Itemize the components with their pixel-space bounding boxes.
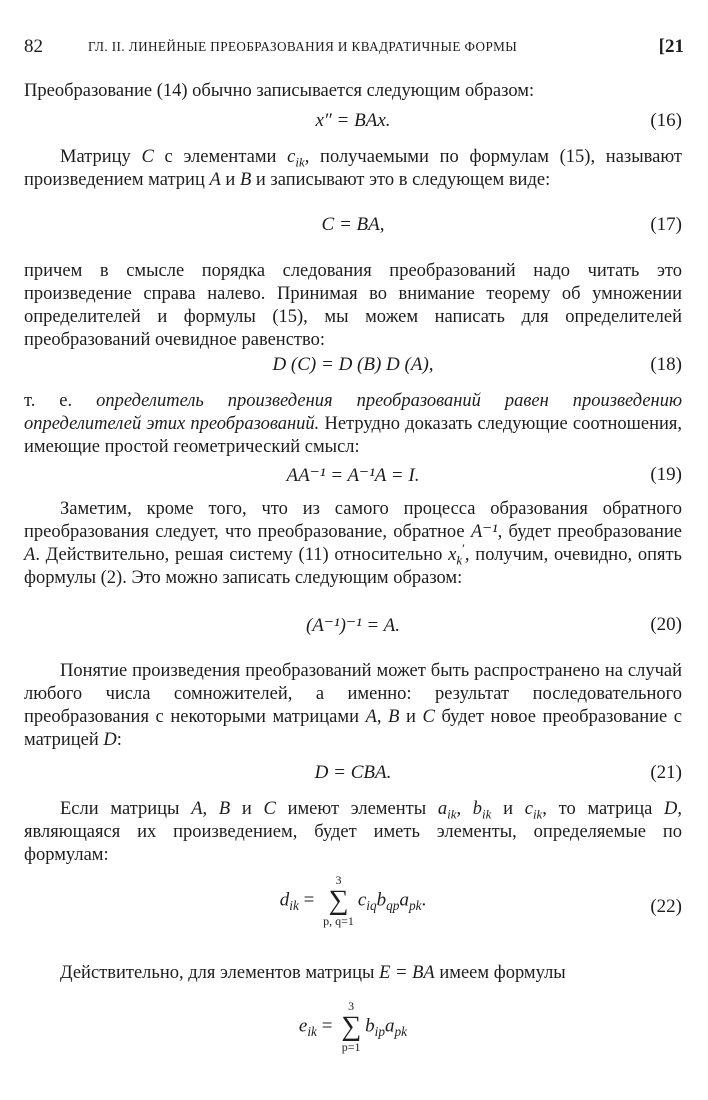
- equation-16-number: (16): [650, 110, 682, 131]
- equation-18: [24, 354, 682, 382]
- equation-20-number: (20): [650, 614, 682, 635]
- equation-21: [24, 762, 682, 790]
- page-header: [24, 36, 684, 60]
- paragraph-5: Заметим, кроме того, что из самого процесса образования обратного преобразования следует, что преобразование, обратное A⁻¹, будет преобразование A. Действительно, решая систему (11) относительно $x_k'$, получим, очевидно, опять формулы (2). Это можно записать следующим образом:: [24, 499, 682, 588]
- equation-16: [24, 110, 682, 138]
- equation-22-number: (22): [650, 896, 682, 917]
- equation-18-formula: D (C) = D (B) D (A),: [272, 354, 434, 375]
- section-number: [21: [658, 36, 684, 57]
- equation-22-formula: $d_{ik}$ = 3 ∑ p, q=1 $c_{iq}b_{qp}a_{pk}$.: [279, 873, 427, 928]
- equation-17-formula: C = BA,: [321, 214, 385, 235]
- paragraph-8: Действительно, для элементов матрицы E = BA имеем формулы: [60, 963, 566, 983]
- equation-18-number: (18): [650, 354, 682, 375]
- equation-21-formula: D = CBA.: [314, 762, 392, 783]
- running-title: ГЛ. II. ЛИНЕЙНЫЕ ПРЕОБРАЗОВАНИЯ И КВАДРАТИЧНЫЕ ФОРМЫ: [88, 39, 518, 54]
- equation-21-number: (21): [650, 762, 682, 783]
- paragraph-3: причем в смысле порядка следования преобразований надо читать это произведение справа налево. Принимая во внимание теорему об умножении определителей и формулы (15), мы можем написать для определителей преобразований очевидное равенство:: [24, 261, 682, 350]
- equation-19-number: (19): [650, 464, 682, 485]
- page-number: 82: [24, 36, 43, 57]
- equation-20-formula: (A⁻¹)⁻¹ = A.: [305, 615, 401, 636]
- equation-17-number: (17): [650, 214, 682, 235]
- summation-symbol: 3 ∑ p, q=1: [323, 873, 354, 928]
- paragraph-6: Понятие произведения преобразований может быть распространено на случай любого числа сомножителей, а именно: результат последовательного преобразования с некоторыми матрицами A, B и C будет новое преобразование с матрицей D:: [24, 661, 683, 750]
- paragraph-1: Преобразование (14) обычно записывается следующим образом:: [24, 81, 535, 101]
- equation-20: [24, 614, 682, 642]
- equation-22: [24, 874, 682, 938]
- paragraph-2: Матрицу C с элементами $c_{ik}$, получаемыми по формулам (15), называют произведением матриц A и B и записывают это в следующем виде:: [24, 147, 683, 190]
- equation-19-formula: AA⁻¹ = A⁻¹A = I.: [286, 465, 420, 486]
- paragraph-7: Если матрицы A, B и C имеют элементы $a_{ik}$, $b_{ik}$ и $c_{ik}$, то матрица D, являющаяся их произведением, будет иметь элементы, определяемые по формулам:: [24, 799, 683, 865]
- paragraph-4: т. е. определитель произведения преобразований равен произведению определителей этих преобразований. Нетрудно доказать следующие соотношения, имеющие простой геометрический смысл:: [24, 391, 683, 457]
- equation-17: [24, 214, 682, 242]
- equation-19: [24, 464, 682, 492]
- equation-16-formula: x″ = BAx.: [315, 110, 391, 131]
- equation-23: [24, 1000, 682, 1066]
- equation-23-formula: $e_{ik}$ = 3 ∑ p=1 $b_{ip}a_{pk}$: [298, 999, 408, 1054]
- summation-symbol: 3 ∑ p=1: [341, 999, 362, 1054]
